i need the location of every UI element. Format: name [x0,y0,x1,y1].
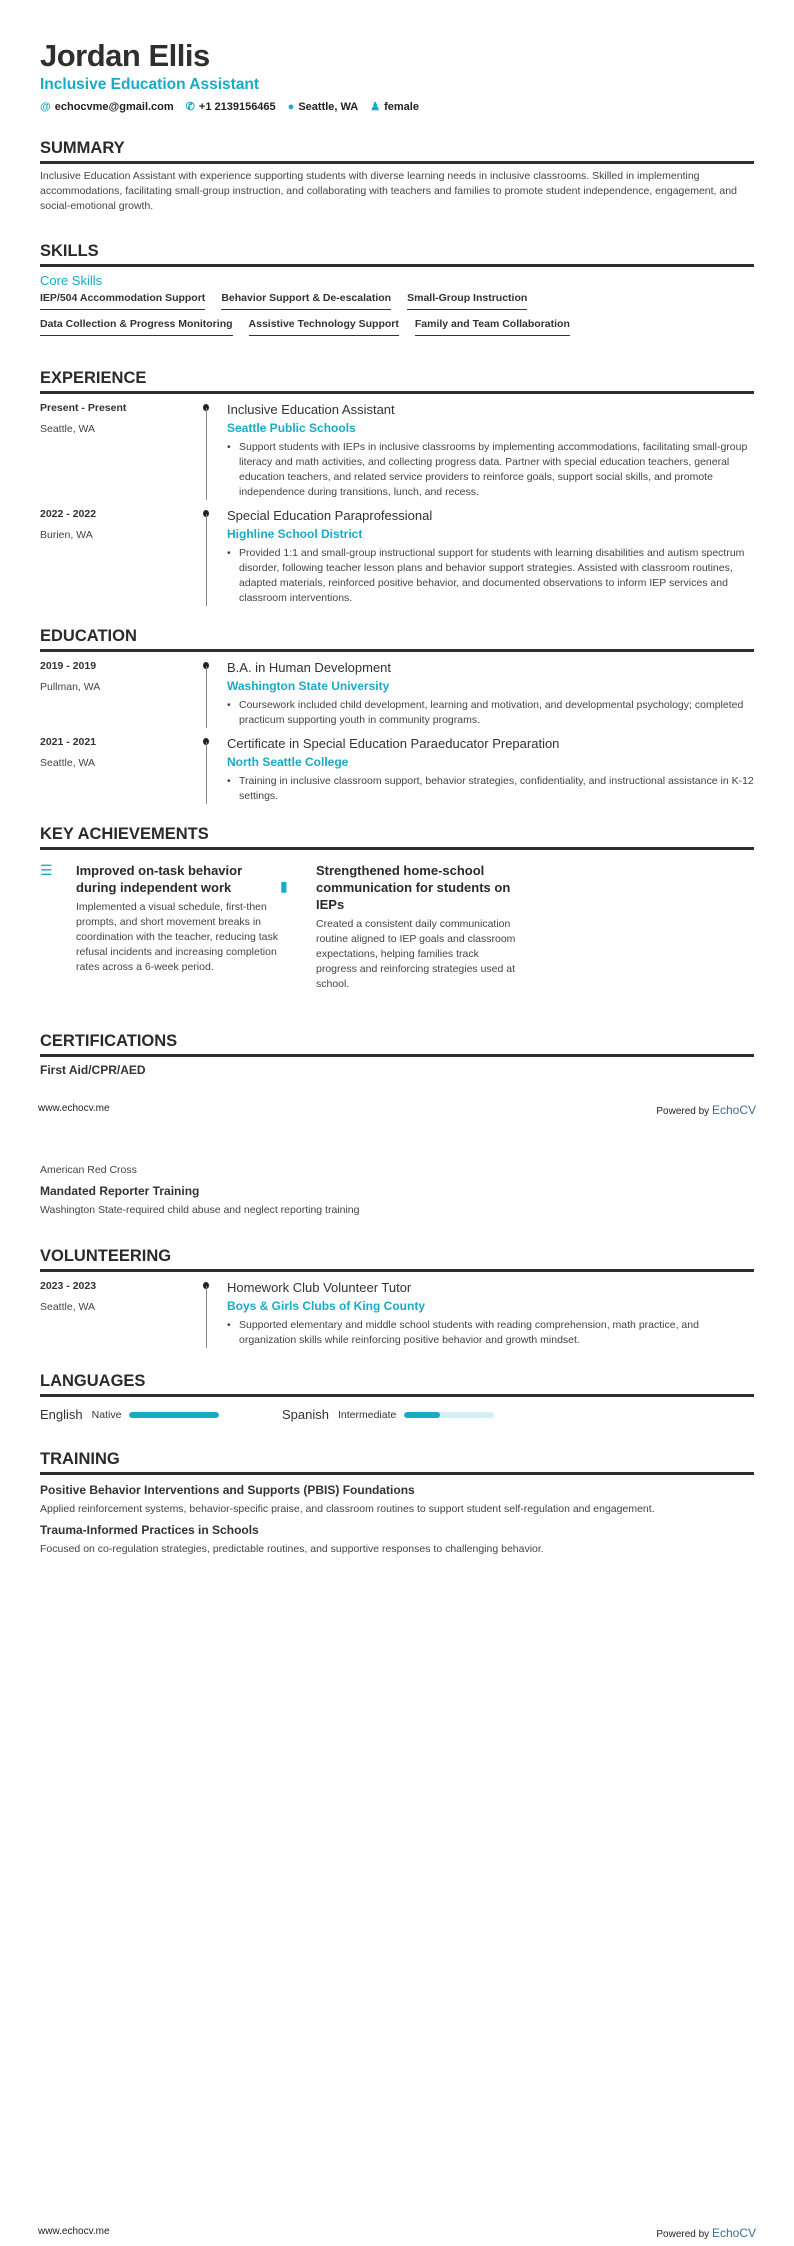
volunteering-section [40,1247,754,1348]
entry-date: 2021 - 2021 [40,736,97,748]
page-footer [38,2226,756,2240]
brand-logo: EchoCV [711,1103,756,1117]
powered-by: Powered by [656,2229,710,2240]
page-footer [38,1103,756,1117]
entry-org: Seattle Public Schools [227,421,356,435]
cert-name: First Aid/CPR/AED [40,1063,146,1077]
timeline [200,660,227,728]
timeline [200,736,227,804]
skill-tag: Assistive Technology Support [249,318,399,336]
contact-email[interactable] [40,101,174,113]
location-pin-icon: ● [287,100,295,113]
section-heading: KEY ACHIEVEMENTS [40,825,754,850]
contact-phone [186,100,276,113]
achievement-title: Strengthened home-school communication for students on IEPs [316,863,511,912]
entry-role: Homework Club Volunteer Tutor [227,1280,412,1295]
section-heading: EDUCATION [40,627,754,652]
cert-name: Mandated Reporter Training [40,1184,200,1198]
training-desc: Applied reinforcement systems, behavior-specific praise, and classroom routines to support student self-regulation and engagement. [40,1503,655,1515]
achievement-desc: Created a consistent daily communication routine aligned to IEP goals and classroom expectations, helping families track progress and reinforcing strategies used at school. [316,918,516,990]
brand-logo: EchoCV [711,2226,756,2240]
summary-text: Inclusive Education Assistant with experience supporting students with diverse learning needs in inclusive classrooms. Skilled in implementing accommodations, facilitating small-group instruction, and collaborating with teachers and families to promote student independence, engagement, and social-emotional growth. [40,170,737,212]
entry-org: Boys & Girls Clubs of King County [227,1299,426,1313]
training-section [40,1450,754,1555]
entry-location: Pullman, WA [40,681,101,693]
phone-icon: ✆ [185,101,195,113]
timeline [200,1280,227,1348]
training-title: Trauma-Informed Practices in Schools [40,1523,259,1537]
entry-school: North Seattle College [227,755,349,769]
training-title: Positive Behavior Interventions and Supports (PBIS) Foundations [40,1483,415,1497]
certifications-section [40,1032,754,1077]
entry-bullet: • Coursework included child development, learning and motivation, and developmental psychology; completed practicum supporting youth in community programs. [227,698,754,728]
language-bar-fill [129,1412,219,1418]
timeline-line [206,666,207,728]
skill-tag: Small-Group Instruction [407,292,527,310]
skill-tag: Data Collection & Progress Monitoring [40,318,233,336]
skill-tag: Family and Team Collaboration [415,318,570,336]
entry-bullet: • Supported elementary and middle school students with reading comprehension, math practice, and organization skills while reinforcing positive behavior and growth mindset. [227,1318,754,1348]
skill-group-title: Core Skills [40,273,103,288]
location-text: Seattle, WA [298,100,359,113]
contact-row [40,100,754,113]
timeline-line [206,408,207,500]
language-bar [404,1412,494,1418]
certifications-continued [40,1164,754,1216]
language-level: Intermediate [337,1408,397,1421]
entry-bullet: • Provided 1:1 and small-group instructional support for students with learning disabilities and autism spectrum disorder, following teacher lesson plans and behavior support strategies. Assisted with classroom routines, adapted materials, reinforced positive behavior, and documented observations to inform IEP services and classroom interventions. [227,546,754,606]
volunteering-entry [40,1280,754,1348]
sliders-icon: ☰ [40,862,53,878]
timeline-line [206,742,207,804]
languages-section [40,1372,754,1422]
entry-bullet: • Support students with IEPs in inclusive classrooms by implementing accommodations, facilitating small-group literacy and math activities, and collecting progress data. Partner with special education teachers, general education teachers, and related service providers to reinforce goals, support social skills, and promote independence during transitions, lunch, and recess. [227,440,754,500]
entry-role: Inclusive Education Assistant [227,402,395,417]
entry-date: 2022 - 2022 [40,508,97,520]
cert-issuer: American Red Cross [40,1164,137,1176]
experience-entry [40,402,754,500]
at-icon: @ [40,100,51,113]
entry-bullet: • Training in inclusive classroom support, behavior strategies, confidentiality, and instructional assistance in K-12 settings. [227,774,754,804]
contact-location [288,101,359,113]
language-level: Native [91,1408,122,1421]
training-desc: Focused on co-regulation strategies, predictable routines, and supportive responses to challenging behavior. [40,1543,544,1555]
section-heading: EXPERIENCE [40,369,754,394]
entry-degree: B.A. in Human Development [227,660,392,675]
timeline-line [206,1286,207,1348]
skill-tag: Behavior Support & De-escalation [221,292,391,310]
gender-text: female [384,101,419,113]
cert-desc: Washington State-required child abuse and neglect reporting training [40,1204,360,1216]
entry-location: Seattle, WA [40,423,96,435]
education-entry [40,736,754,804]
timeline [200,508,227,606]
language-bar-fill [404,1412,440,1418]
section-heading: SKILLS [40,242,754,267]
section-heading: SUMMARY [40,139,754,164]
timeline [200,402,227,500]
language-item [282,1407,494,1422]
candidate-name: Jordan Ellis [40,38,210,73]
achievement-item [280,862,520,992]
timeline-line [206,514,207,606]
powered-by: Powered by [656,1106,710,1117]
skills-section [40,242,754,336]
phone-text: +1 2139156465 [198,101,276,113]
entry-school: Washington State University [227,679,390,693]
language-item [40,1407,282,1422]
language-name: Spanish [282,1407,329,1422]
entry-org: Highline School District [227,527,363,541]
achievement-title: Improved on-task behavior during independent work [76,863,243,895]
language-bar [129,1412,219,1418]
achievement-item [40,862,280,992]
contact-gender [370,100,419,113]
entry-location: Seattle, WA [40,757,96,769]
section-heading: CERTIFICATIONS [40,1032,754,1057]
experience-entry [40,508,754,606]
entry-date: 2019 - 2019 [40,660,97,672]
section-heading: VOLUNTEERING [40,1247,754,1272]
footer-url[interactable]: www.echocv.me [38,2226,110,2237]
entry-location: Seattle, WA [40,1301,96,1313]
education-section [40,627,754,804]
achievements-section [40,825,754,992]
summary-section [40,139,754,214]
education-entry [40,660,754,728]
entry-date: 2023 - 2023 [40,1280,97,1292]
entry-location: Burien, WA [40,529,93,541]
experience-section [40,369,754,606]
entry-date: Present - Present [40,402,127,414]
entry-role: Special Education Paraprofessional [227,508,433,523]
skills-list [40,292,660,336]
job-title: Inclusive Education Assistant [40,76,260,93]
file-search-icon: ▮ [280,878,288,894]
section-heading: LANGUAGES [40,1372,754,1397]
footer-url[interactable]: www.echocv.me [38,1103,110,1114]
entry-degree: Certificate in Special Education Paraeducator Preparation [227,736,560,751]
email-text: echocvme@gmail.com [54,100,174,113]
person-icon: ♟ [370,101,381,113]
skill-tag: IEP/504 Accommodation Support [40,292,205,310]
resume-header [40,38,754,113]
language-name: English [40,1407,83,1422]
section-heading: TRAINING [40,1450,754,1475]
achievement-desc: Implemented a visual schedule, first-then prompts, and short movement breaks in coordination with the teacher, reducing task refusal incidents and increasing completion rates across a 6-week period. [76,901,278,973]
